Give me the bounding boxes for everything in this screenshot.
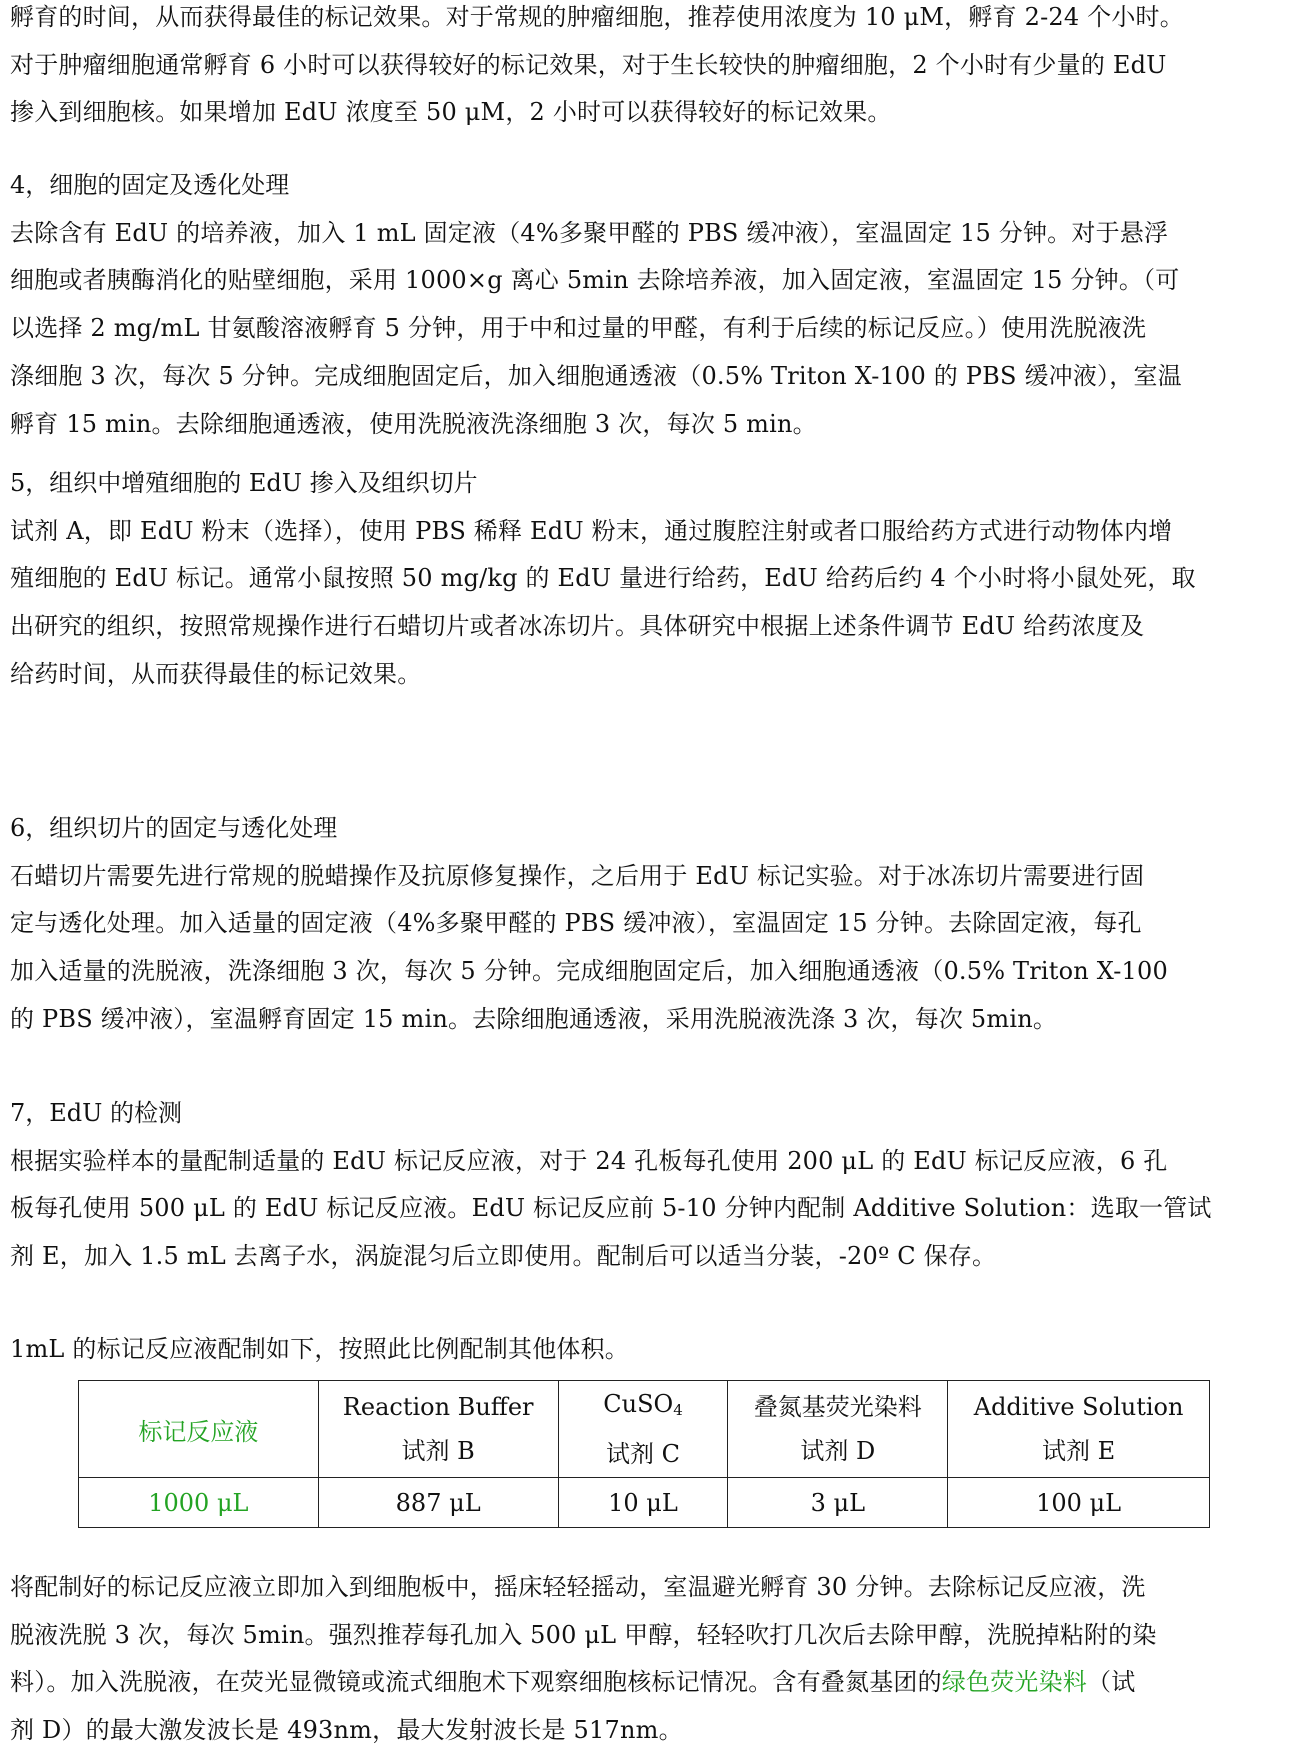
- section-7-line: 剂 E，加入 1.5 mL 去离子水，涡旋混匀后立即使用。配制后可以适当分装，-20º C 保存。: [10, 1242, 997, 1271]
- section-7-heading: 7，EdU 的检测: [10, 1099, 183, 1127]
- closing-text: 料）。加入洗脱液，在荧光显微镜或流式细胞术下观察细胞核标记情况。含有叠氮基团的: [10, 1668, 942, 1697]
- section-4-line: 细胞或者胰酶消化的贴壁细胞，采用 1000×g 离心 5min 去除培养液，加入固定液，室温固定 15 分钟。（可: [10, 266, 1180, 295]
- closing-line: 剂 D）的最大激发波长是 493nm，最大发射波长是 517nm。: [10, 1716, 683, 1745]
- intro-line: 对于肿瘤细胞通常孵育 6 小时可以获得较好的标记效果，对于生长较快的肿瘤细胞，2 个小时有少量的 EdU: [10, 50, 1167, 79]
- section-6-line: 的 PBS 缓冲液），室温孵育固定 15 min。去除细胞通透液，采用洗脱液洗涤 3 次，每次 5min。: [10, 1004, 1058, 1033]
- intro-line: 掺入到细胞核。如果增加 EdU 浓度至 50 μM，2 小时可以获得较好的标记效果。: [10, 98, 892, 127]
- table-header-row: [79, 1381, 1210, 1478]
- table-header-cell: [728, 1381, 948, 1478]
- section-5-heading: 5，组织中增殖细胞的 EdU 掺入及组织切片: [10, 469, 478, 497]
- column-name: 叠氮基荧光染料: [753, 1393, 922, 1421]
- column-name: [559, 1382, 728, 1432]
- table-intro-text: 1mL 的标记反应液配制如下，按照此比例配制其他体积。: [10, 1335, 629, 1363]
- section-4-line: 去除含有 EdU 的培养液，加入 1 mL 固定液（4%多聚甲醛的 PBS 缓冲液），室温固定 15 分钟。对于悬浮: [10, 218, 1169, 247]
- closing-paragraph: [10, 1564, 1295, 1755]
- section-4: [10, 162, 1295, 448]
- intro-paragraph: [10, 0, 1295, 137]
- section-5: [10, 460, 1295, 699]
- section-7: [10, 1090, 1295, 1281]
- section-6-heading: 6，组织切片的固定与透化处理: [10, 814, 338, 842]
- section-5-line: 殖细胞的 EdU 标记。通常小鼠按照 50 mg/kg 的 EdU 量进行给药，EdU 给药后约 4 个小时将小鼠处死，取: [10, 564, 1196, 593]
- section-5-line: 试剂 A，即 EdU 粉末（选择），使用 PBS 稀释 EdU 粉末，通过腹腔注射或者口服给药方式进行动物体内增: [10, 516, 1173, 545]
- section-7-line: 板每孔使用 500 μL 的 EdU 标记反应液。EdU 标记反应前 5-10 分钟内配制 Additive Solution：选取一管试: [10, 1194, 1212, 1223]
- table-cell-value: 100 μL: [948, 1478, 1210, 1528]
- column-name-base: CuSO: [603, 1390, 674, 1418]
- closing-line: 将配制好的标记反应液立即加入到细胞板中，摇床轻轻摇动，室温避光孵育 30 分钟。去除标记反应液，洗: [10, 1573, 1146, 1601]
- intro-line: 孵育的时间，从而获得最佳的标记效果。对于常规的肿瘤细胞，推荐使用浓度为 10 μM，孵育 2-24 个小时。: [10, 3, 1184, 31]
- section-6-line: 定与透化处理。加入适量的固定液（4%多聚甲醛的 PBS 缓冲液），室温固定 15 分钟。去除固定液，每孔: [10, 909, 1142, 938]
- table-header-cell: [948, 1381, 1210, 1478]
- table-value-row: [79, 1478, 1210, 1528]
- section-4-line: 以选择 2 mg/mL 甘氨酸溶液孵育 5 分钟，用于中和过量的甲醛，有利于后续的标记反应。）使用洗脱液洗: [10, 314, 1147, 343]
- table-intro: [10, 1326, 1295, 1374]
- column-name: Reaction Buffer: [342, 1393, 534, 1421]
- column-name: Additive Solution: [973, 1393, 1184, 1421]
- column-reagent: 试剂 C: [606, 1440, 680, 1468]
- table-row-label: 1000 μL: [79, 1478, 319, 1528]
- column-reagent: 试剂 D: [800, 1437, 876, 1465]
- column-name-subscript: 4: [673, 1401, 683, 1419]
- section-4-heading: 4，细胞的固定及透化处理: [10, 171, 290, 199]
- table-cell-value: 10 μL: [558, 1478, 728, 1528]
- column-reagent: 试剂 E: [1042, 1437, 1116, 1465]
- section-6-line: 加入适量的洗脱液，洗涤细胞 3 次，每次 5 分钟。完成细胞固定后，加入细胞通透液（0.5% Triton X-100: [10, 957, 1168, 986]
- section-7-line: 根据实验样本的量配制适量的 EdU 标记反应液，对于 24 孔板每孔使用 200 μL 的 EdU 标记反应液，6 孔: [10, 1146, 1168, 1175]
- table-header-cell: [558, 1381, 728, 1478]
- closing-line: [10, 1659, 1295, 1707]
- table-cell-value: 3 μL: [728, 1478, 948, 1528]
- column-reagent: 试剂 B: [401, 1437, 475, 1465]
- table-header-label: 标记反应液: [79, 1381, 319, 1478]
- section-6: [10, 805, 1295, 1044]
- table-cell-value: 887 μL: [318, 1478, 558, 1528]
- section-5-line: 给药时间，从而获得最佳的标记效果。: [10, 659, 422, 688]
- table-header-cell: [318, 1381, 558, 1478]
- closing-line: 脱液洗脱 3 次，每次 5min。强烈推荐每孔加入 500 μL 甲醇，轻轻吹打几次后去除甲醇，洗脱掉粘附的染: [10, 1620, 1157, 1649]
- green-dye-highlight: 绿色荧光染料: [941, 1668, 1087, 1697]
- section-6-line: 石蜡切片需要先进行常规的脱蜡操作及抗原修复操作，之后用于 EdU 标记实验。对于冰冻切片需要进行固: [10, 861, 1145, 890]
- closing-text: （试: [1087, 1668, 1136, 1697]
- section-4-line: 涤细胞 3 次，每次 5 分钟。完成细胞固定后，加入细胞通透液（0.5% Triton X-100 的 PBS 缓冲液），室温: [10, 361, 1182, 390]
- reaction-mix-table: [78, 1380, 1210, 1528]
- section-5-line: 出研究的组织，按照常规操作进行石蜡切片或者冰冻切片。具体研究中根据上述条件调节 EdU 给药浓度及: [10, 612, 1145, 641]
- section-4-line: 孵育 15 min。去除细胞通透液，使用洗脱液洗涤细胞 3 次，每次 5 min。: [10, 409, 817, 438]
